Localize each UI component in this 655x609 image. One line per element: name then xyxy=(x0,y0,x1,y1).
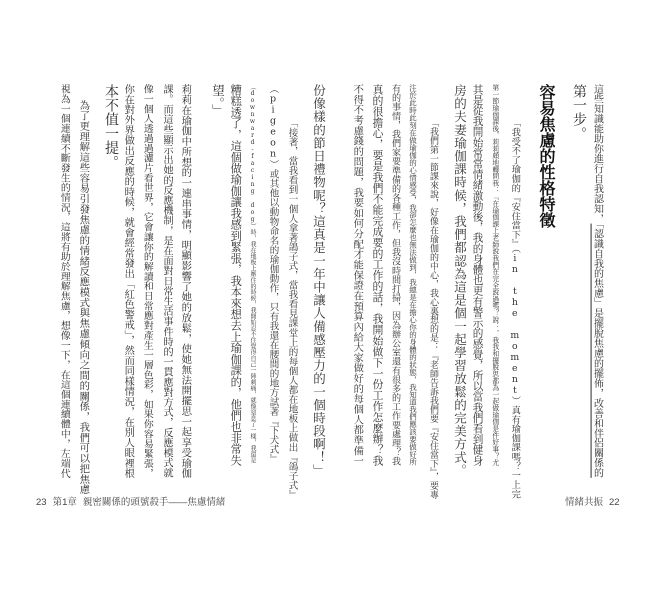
left-quote-col-1: 份像樣的節日禮物呢？這真是一年中讓人備感壓力的一個時段啊！」 xyxy=(311,84,327,477)
left-quote-col-4: （downward-facing dog）時，我在地板上壓住的時候，我開始忍不住覺得自己一陣刺痛，就像窒息了一樣，我還是 xyxy=(249,84,256,463)
left-body-col-2: 課。而這些顯示出她的反應機制，是在面對日常生活事件時的一貫應對方式，反應模式就 xyxy=(161,84,173,478)
left-body-col-3: 像一個人透過過濾片看世界，它會讓你的解讀和日常應對產生一層色彩，如果你容易緊張， xyxy=(141,84,153,478)
right-quote-col-4: 房的夫妻瑜伽課時候，我們都認為這是個一起學習放鬆的完美方式。 xyxy=(452,84,468,477)
left-body-col-5: 本不值一提。 xyxy=(103,84,119,170)
right-quote-col-6: 注於此時此刻在做瑜伽的心情感受，我卻怎麼也無法做到，我總是在擔心你的身體的狀態，我知道我們應該要做好所 xyxy=(408,84,418,466)
book-title: 情緒共振 xyxy=(565,497,604,508)
left-body-col-1: 莉莉在瑜伽中所想的一連串事情，明顯影響了她的放鬆，使她無法開擺思一起享受瑜伽 xyxy=(179,84,192,479)
right-quote-col-3: 其是從我開始常常情緒激動後，我的身體也更有警示的感覺，所以當我們看到健身 xyxy=(471,84,484,466)
left-quote-col-3: （pigeon）或其他以動物命名的瑜伽動作，只有我還在腰間的地方試著『下犬式』 xyxy=(267,84,279,464)
left-body-col-6: 為了更理解這些容易引發焦慮的情緒反應模式與焦慮傾向之間的關係，我們可以把焦慮 xyxy=(77,100,90,495)
right-page-column-1 xyxy=(592,84,602,478)
right-page-column-2: 第一步。 xyxy=(571,84,587,141)
right-quote-col-2: 第一節瑜伽課後，莉莉頗地轉問我：『在瑜伽課上老師說我們在完全說過嗎？說：，我我和擺脫思都為一起做瑜伽是件好事？尤 xyxy=(490,84,499,466)
left-quote-col-2: 「接著，當我看到一個人拿著鴿子式，當我看見課堂上的每個人都在地板上做出『鴿子式』 xyxy=(286,118,298,500)
right-quote-col-8: 真的很擔心，要是我們不能完成要的工作的話，我開始做下一份工作怎麼辦？我 xyxy=(370,84,384,466)
right-quote-col-1: 「我受不了瑜伽的『安住當下』（in the moment）真有瑜伽課嗎？一上完 xyxy=(509,118,521,499)
chapter-title: 親密關係的頭號殺手——焦慮情緒 xyxy=(82,497,226,508)
right-page-column-1-text: 這些知識能助你進行自我認知， xyxy=(591,84,603,224)
left-body-col-7: 視為一個連續不斷發生的情況，這將有助於理解焦慮，想像一下，在這個連續體中，左端代 xyxy=(58,84,70,478)
right-quote-col-9: 不得不考慮錢的問題，我要如何分配才能保證在預算內給大家做好的每個人都準備一 xyxy=(351,84,364,466)
right-quote-col-7: 有的事情，我們家要準備的各種工作，但我沒時間打掃，因為辦公室還有很多的工作要處理？我 xyxy=(390,84,401,466)
left-quote-col-5: 糟糕透了，這個做瑜伽讓我感到緊張，我本來想去上瑜伽課的，他們也非常失 xyxy=(229,84,243,466)
left-quote-col-6: 望。」 xyxy=(210,84,226,118)
section-heading: 容易焦慮的性格特徵 xyxy=(537,84,556,228)
right-quote-col-5: 「我們第一節課來說，好像在瑜伽的中心，我心裏想的是：『老師告訴我們要『安住當下』，要專 xyxy=(427,118,438,500)
right-page-number: 22 xyxy=(609,497,620,508)
right-page-footer xyxy=(565,494,626,508)
chapter-label: 第1章 xyxy=(52,497,77,508)
left-body-col-4: 你在對外界做出反應的時候，就會經常發出「紅色警戒」，然而同樣情況，在別人眼裡根 xyxy=(122,84,135,479)
left-page-footer xyxy=(36,494,231,508)
left-page-number: 23 xyxy=(36,497,47,508)
right-page-column-1-underlined: 「認識自我的焦慮」是擺脫焦慮的擺佈，改善和伴侶關係的 xyxy=(591,223,603,478)
